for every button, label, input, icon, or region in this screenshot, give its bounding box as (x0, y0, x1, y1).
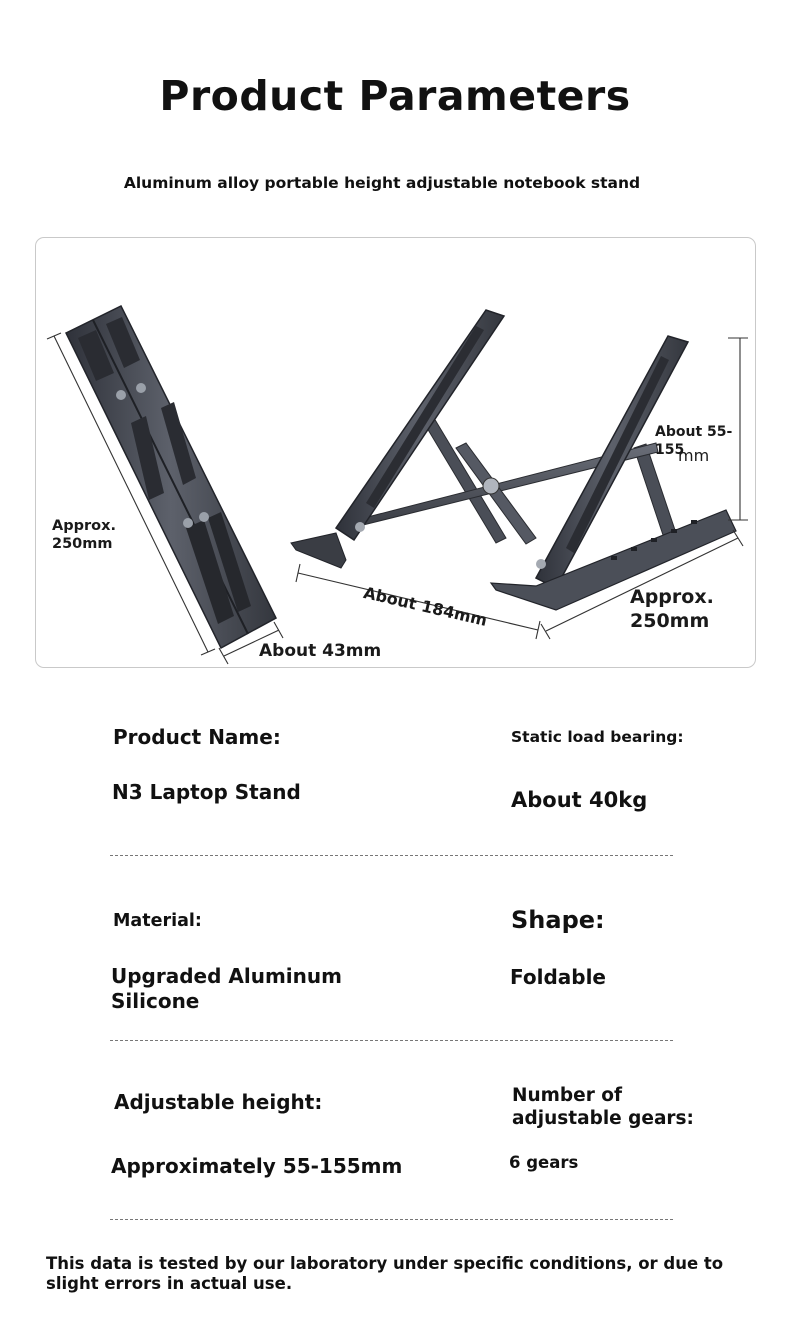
shape-label: Shape: (511, 906, 605, 934)
divider-2 (110, 1040, 673, 1041)
product-name-value: N3 Laptop Stand (112, 780, 301, 804)
folded-width-label: About 43mm (259, 641, 382, 661)
shape-value: Foldable (510, 965, 606, 989)
open-width-label: About 184mm (361, 583, 489, 630)
footnote-disclaimer: This data is tested by our laboratory under specific conditions, or due to slight errors in actual use. (46, 1254, 724, 1294)
open-length-label: Approx. 250mm (630, 586, 714, 632)
material-label: Material: (113, 911, 202, 931)
divider-1 (110, 855, 673, 856)
height-unit-label: mm (678, 446, 710, 465)
gears-label: Number of adjustable gears: (512, 1085, 694, 1129)
adjustable-height-label: Adjustable height: (114, 1090, 323, 1114)
product-dimension-figure (35, 237, 756, 668)
static-load-value: About 40kg (511, 788, 648, 812)
height-range-label: About 55-155 (655, 424, 733, 458)
static-load-label: Static load bearing: (511, 728, 684, 746)
adjustable-height-value: Approximately 55-155mm (111, 1154, 403, 1178)
divider-3 (110, 1219, 673, 1220)
folded-stand (66, 306, 276, 648)
page-subtitle: Aluminum alloy portable height adjustable notebook stand (123, 174, 641, 192)
folded-length-label: Approx. 250mm (52, 518, 116, 553)
page-title: Product Parameters (159, 72, 631, 120)
gears-value: 6 gears (509, 1153, 579, 1172)
material-value: Upgraded Aluminum Silicone (111, 964, 342, 1013)
product-name-label: Product Name: (113, 725, 281, 749)
open-stand (291, 310, 736, 610)
